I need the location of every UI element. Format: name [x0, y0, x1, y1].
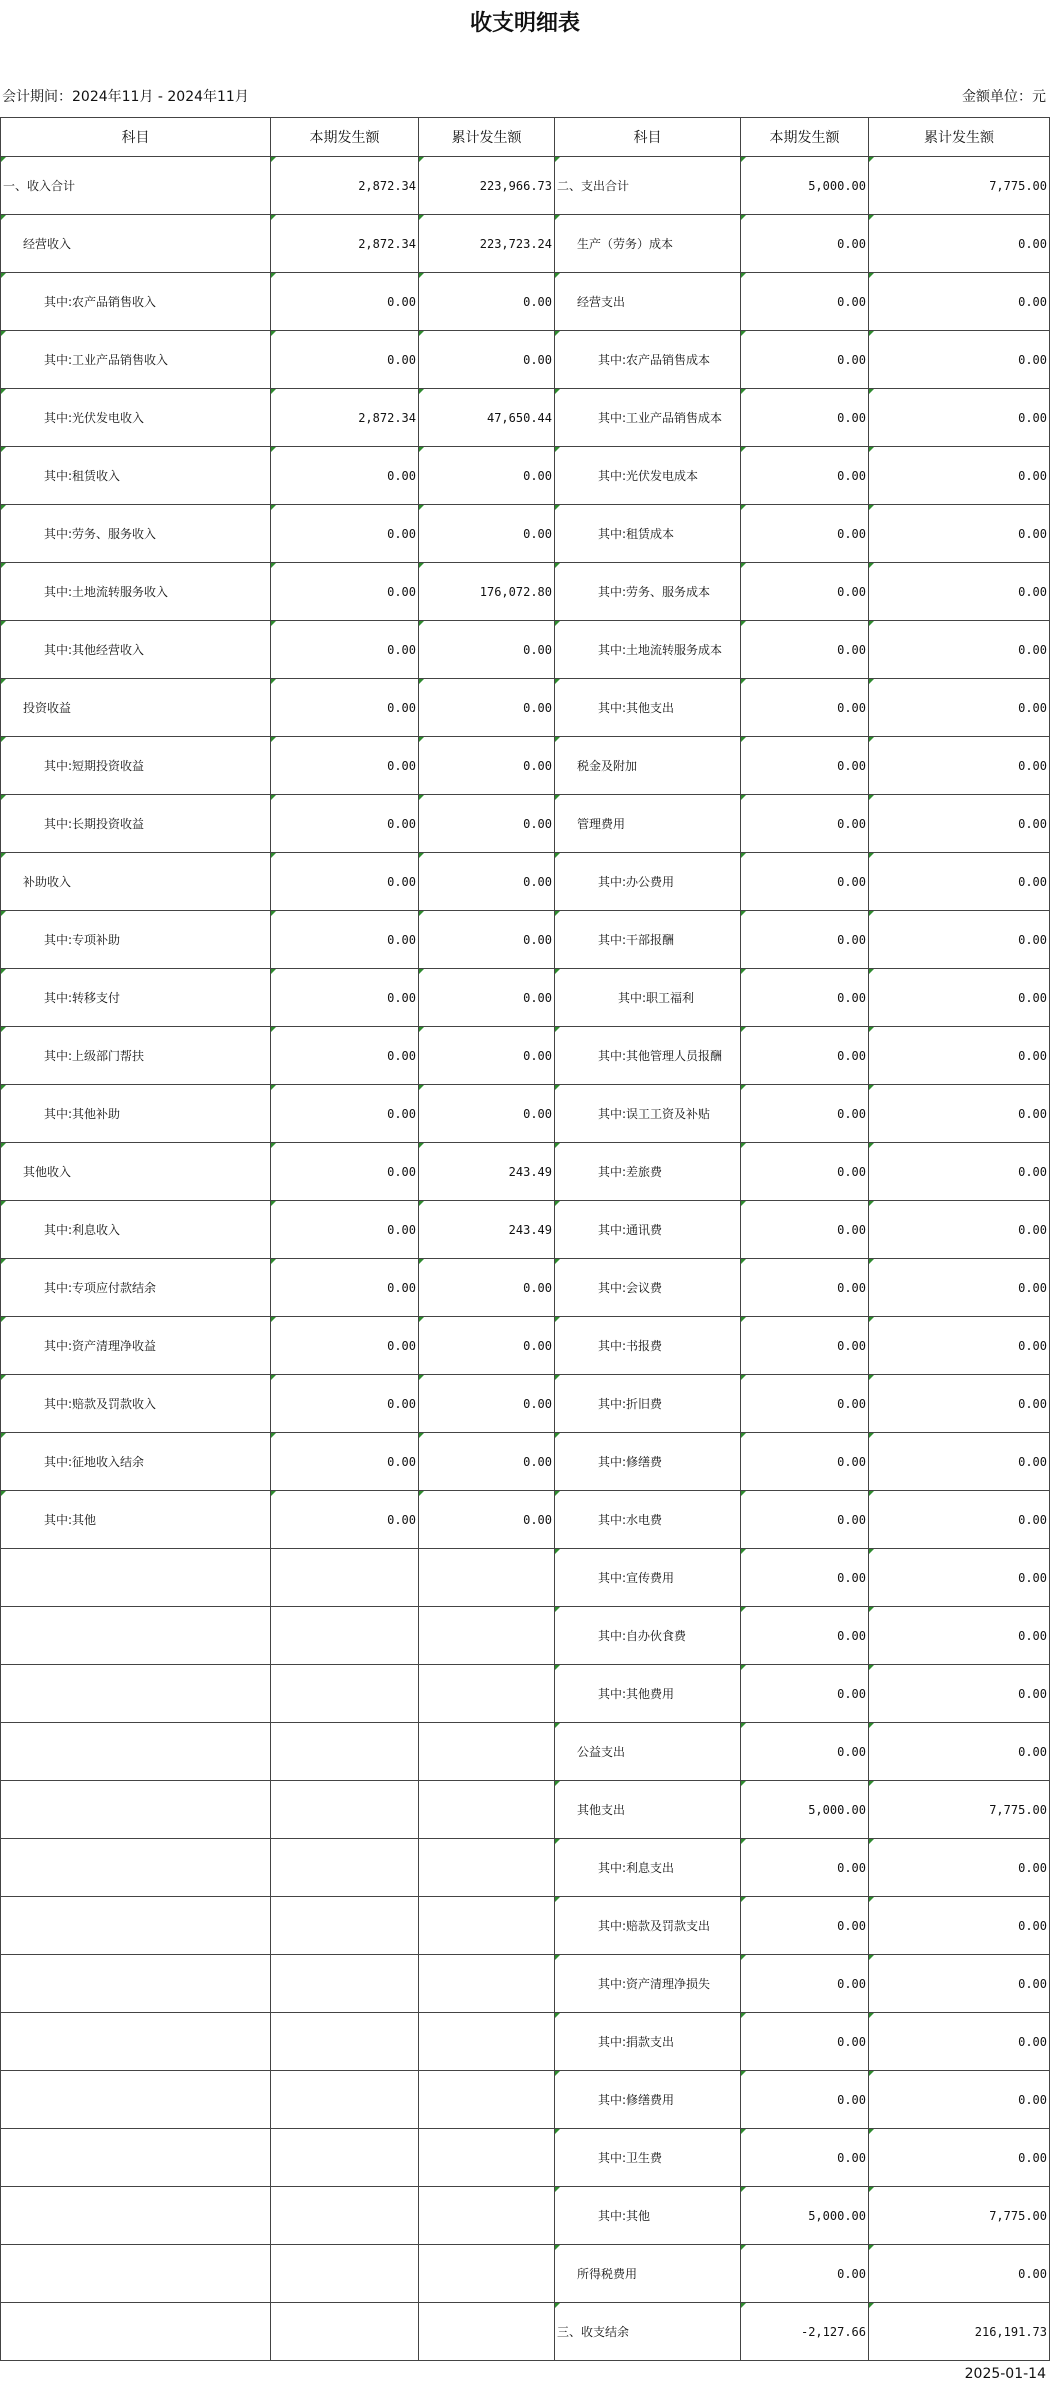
expense-subject-cell: 其中:卫生费 [555, 2129, 741, 2187]
expense-subject-cell: 经营支出 [555, 273, 741, 331]
expense-subject-cell: 其中:其他管理人员报酬 [555, 1027, 741, 1085]
income-cumulative-amount [419, 2187, 555, 2245]
income-cumulative-amount: 47,650.44 [419, 389, 555, 447]
income-cumulative-amount: 0.00 [419, 1085, 555, 1143]
income-subject-cell: 其中:租赁收入 [1, 447, 271, 505]
expense-current-amount: 0.00 [741, 1201, 869, 1259]
expense-cumulative-amount: 0.00 [869, 1665, 1050, 1723]
expense-cumulative-amount: 0.00 [869, 273, 1050, 331]
income-subject-cell [1, 1549, 271, 1607]
table-row [1, 853, 1050, 911]
income-current-amount: 0.00 [271, 911, 419, 969]
income-cumulative-amount: 0.00 [419, 1491, 555, 1549]
table-row [1, 1433, 1050, 1491]
income-subject-cell [1, 1665, 271, 1723]
expense-cumulative-amount: 0.00 [869, 2013, 1050, 2071]
table-row [1, 1665, 1050, 1723]
income-cumulative-amount: 0.00 [419, 1375, 555, 1433]
income-current-amount: 0.00 [271, 737, 419, 795]
expense-cumulative-amount: 7,775.00 [869, 1781, 1050, 1839]
income-current-amount [271, 1897, 419, 1955]
header-expense-current: 本期发生额 [741, 118, 869, 157]
expense-current-amount: 0.00 [741, 1317, 869, 1375]
table-row [1, 1839, 1050, 1897]
expense-cumulative-amount: 0.00 [869, 2129, 1050, 2187]
expense-subject-cell: 其中:其他费用 [555, 1665, 741, 1723]
income-subject-cell: 其中:转移支付 [1, 969, 271, 1027]
expense-cumulative-amount: 0.00 [869, 389, 1050, 447]
income-subject-cell [1, 1723, 271, 1781]
expense-cumulative-amount: 0.00 [869, 1317, 1050, 1375]
income-cumulative-amount: 0.00 [419, 1433, 555, 1491]
table-row [1, 389, 1050, 447]
expense-current-amount: 0.00 [741, 215, 869, 273]
expense-cumulative-amount: 216,191.73 [869, 2303, 1050, 2361]
expense-cumulative-amount: 0.00 [869, 563, 1050, 621]
table-row [1, 1549, 1050, 1607]
expense-current-amount: 0.00 [741, 911, 869, 969]
income-subject-cell: 补助收入 [1, 853, 271, 911]
expense-current-amount: 0.00 [741, 1433, 869, 1491]
header-expense-subject: 科目 [555, 118, 741, 157]
expense-subject-cell: 其中:捐款支出 [555, 2013, 741, 2071]
income-current-amount: 0.00 [271, 621, 419, 679]
expense-current-amount: -2,127.66 [741, 2303, 869, 2361]
expense-current-amount: 0.00 [741, 1549, 869, 1607]
income-cumulative-amount: 176,072.80 [419, 563, 555, 621]
expense-current-amount: 0.00 [741, 1375, 869, 1433]
expense-subject-cell: 二、支出合计 [555, 157, 741, 215]
income-cumulative-amount: 0.00 [419, 679, 555, 737]
income-subject-cell [1, 1897, 271, 1955]
header-income-current: 本期发生额 [271, 118, 419, 157]
income-current-amount [271, 1955, 419, 2013]
expense-subject-cell: 公益支出 [555, 1723, 741, 1781]
income-current-amount: 0.00 [271, 795, 419, 853]
expense-current-amount: 0.00 [741, 2071, 869, 2129]
expense-current-amount: 0.00 [741, 273, 869, 331]
expense-subject-cell: 其中:会议费 [555, 1259, 741, 1317]
expense-subject-cell: 其中:宣传费用 [555, 1549, 741, 1607]
expense-current-amount: 0.00 [741, 389, 869, 447]
expense-cumulative-amount: 0.00 [869, 447, 1050, 505]
expense-cumulative-amount: 0.00 [869, 969, 1050, 1027]
income-cumulative-amount: 0.00 [419, 795, 555, 853]
expense-subject-cell: 其中:劳务、服务成本 [555, 563, 741, 621]
expense-current-amount: 0.00 [741, 563, 869, 621]
income-cumulative-amount: 0.00 [419, 331, 555, 389]
income-current-amount: 0.00 [271, 1259, 419, 1317]
income-cumulative-amount [419, 1897, 555, 1955]
income-cumulative-amount: 0.00 [419, 969, 555, 1027]
expense-cumulative-amount: 0.00 [869, 1549, 1050, 1607]
expense-cumulative-amount: 0.00 [869, 621, 1050, 679]
expense-subject-cell: 税金及附加 [555, 737, 741, 795]
expense-cumulative-amount: 0.00 [869, 505, 1050, 563]
income-cumulative-amount [419, 1549, 555, 1607]
expense-cumulative-amount: 0.00 [869, 1897, 1050, 1955]
expense-cumulative-amount: 0.00 [869, 1201, 1050, 1259]
expense-current-amount: 0.00 [741, 737, 869, 795]
expense-cumulative-amount: 0.00 [869, 215, 1050, 273]
income-current-amount [271, 2187, 419, 2245]
report-title: 收支明细表 [469, 10, 580, 36]
income-cumulative-amount [419, 2303, 555, 2361]
expense-current-amount: 0.00 [741, 679, 869, 737]
income-cumulative-amount [419, 1839, 555, 1897]
table-row [1, 505, 1050, 563]
income-current-amount [271, 1549, 419, 1607]
expense-subject-cell: 其中:水电费 [555, 1491, 741, 1549]
income-expense-table [0, 117, 1050, 2361]
expense-subject-cell: 其中:利息支出 [555, 1839, 741, 1897]
income-current-amount: 0.00 [271, 563, 419, 621]
income-current-amount: 0.00 [271, 447, 419, 505]
income-subject-cell [1, 2187, 271, 2245]
income-current-amount: 2,872.34 [271, 157, 419, 215]
income-subject-cell: 其中:专项应付款结余 [1, 1259, 271, 1317]
expense-subject-cell: 其中:修缮费用 [555, 2071, 741, 2129]
expense-subject-cell: 其他支出 [555, 1781, 741, 1839]
table-row [1, 1375, 1050, 1433]
income-subject-cell [1, 1781, 271, 1839]
table-row [1, 2187, 1050, 2245]
table-row [1, 157, 1050, 215]
expense-current-amount: 0.00 [741, 795, 869, 853]
expense-current-amount: 5,000.00 [741, 157, 869, 215]
expense-current-amount: 0.00 [741, 447, 869, 505]
table-row [1, 1085, 1050, 1143]
expense-subject-cell: 其中:其他 [555, 2187, 741, 2245]
expense-cumulative-amount: 0.00 [869, 1375, 1050, 1433]
income-subject-cell [1, 2013, 271, 2071]
header-income-subject: 科目 [1, 118, 271, 157]
income-subject-cell: 其他收入 [1, 1143, 271, 1201]
income-cumulative-amount: 0.00 [419, 505, 555, 563]
income-cumulative-amount: 0.00 [419, 1317, 555, 1375]
income-current-amount: 0.00 [271, 853, 419, 911]
expense-cumulative-amount: 0.00 [869, 331, 1050, 389]
income-current-amount: 0.00 [271, 505, 419, 563]
income-current-amount [271, 2303, 419, 2361]
expense-current-amount: 0.00 [741, 621, 869, 679]
table-row [1, 1955, 1050, 2013]
table-row [1, 2071, 1050, 2129]
income-cumulative-amount [419, 1665, 555, 1723]
income-current-amount: 0.00 [271, 969, 419, 1027]
expense-subject-cell: 其中:差旅费 [555, 1143, 741, 1201]
income-current-amount: 2,872.34 [271, 389, 419, 447]
expense-subject-cell: 其中:职工福利 [555, 969, 741, 1027]
income-subject-cell: 其中:利息收入 [1, 1201, 271, 1259]
income-current-amount [271, 2129, 419, 2187]
income-subject-cell: 其中:工业产品销售收入 [1, 331, 271, 389]
expense-cumulative-amount: 0.00 [869, 853, 1050, 911]
income-current-amount [271, 2245, 419, 2303]
table-row [1, 447, 1050, 505]
table-row [1, 331, 1050, 389]
accounting-period: 会计期间：2024年11月 - 2024年11月 [2, 89, 249, 105]
expense-current-amount: 5,000.00 [741, 1781, 869, 1839]
income-cumulative-amount: 0.00 [419, 1027, 555, 1085]
table-row [1, 1201, 1050, 1259]
expense-current-amount: 0.00 [741, 1897, 869, 1955]
income-subject-cell: 其中:赔款及罚款收入 [1, 1375, 271, 1433]
income-cumulative-amount: 0.00 [419, 911, 555, 969]
income-current-amount [271, 1723, 419, 1781]
expense-subject-cell: 管理费用 [555, 795, 741, 853]
income-subject-cell: 一、收入合计 [1, 157, 271, 215]
income-cumulative-amount: 243.49 [419, 1143, 555, 1201]
income-current-amount: 0.00 [271, 1085, 419, 1143]
income-cumulative-amount: 0.00 [419, 1259, 555, 1317]
expense-current-amount: 0.00 [741, 1839, 869, 1897]
expense-subject-cell: 其中:办公费用 [555, 853, 741, 911]
table-row [1, 273, 1050, 331]
income-subject-cell [1, 1955, 271, 2013]
expense-subject-cell: 三、收支结余 [555, 2303, 741, 2361]
income-subject-cell: 其中:专项补助 [1, 911, 271, 969]
income-cumulative-amount: 0.00 [419, 621, 555, 679]
income-subject-cell: 其中:长期投资收益 [1, 795, 271, 853]
expense-cumulative-amount: 0.00 [869, 911, 1050, 969]
expense-subject-cell: 所得税费用 [555, 2245, 741, 2303]
table-row [1, 2245, 1050, 2303]
income-current-amount [271, 1665, 419, 1723]
expense-cumulative-amount: 7,775.00 [869, 2187, 1050, 2245]
income-subject-cell: 其中:其他经营收入 [1, 621, 271, 679]
table-row [1, 1607, 1050, 1665]
expense-cumulative-amount: 0.00 [869, 1955, 1050, 2013]
table-row [1, 1143, 1050, 1201]
income-current-amount [271, 2071, 419, 2129]
expense-current-amount: 0.00 [741, 1491, 869, 1549]
print-date: 2025-01-14 [964, 2366, 1046, 2382]
table-row [1, 2013, 1050, 2071]
table-row [1, 621, 1050, 679]
expense-cumulative-amount: 0.00 [869, 1491, 1050, 1549]
income-cumulative-amount: 223,966.73 [419, 157, 555, 215]
income-subject-cell: 其中:劳务、服务收入 [1, 505, 271, 563]
expense-cumulative-amount: 0.00 [869, 1143, 1050, 1201]
expense-subject-cell: 其中:赔款及罚款支出 [555, 1897, 741, 1955]
expense-current-amount: 0.00 [741, 1027, 869, 1085]
expense-cumulative-amount: 0.00 [869, 2245, 1050, 2303]
expense-cumulative-amount: 0.00 [869, 1839, 1050, 1897]
expense-current-amount: 0.00 [741, 1259, 869, 1317]
income-current-amount: 0.00 [271, 1317, 419, 1375]
expense-cumulative-amount: 0.00 [869, 1607, 1050, 1665]
expense-subject-cell: 其中:租赁成本 [555, 505, 741, 563]
expense-subject-cell: 其中:光伏发电成本 [555, 447, 741, 505]
expense-cumulative-amount: 0.00 [869, 1723, 1050, 1781]
income-subject-cell: 其中:资产清理净收益 [1, 1317, 271, 1375]
expense-current-amount: 5,000.00 [741, 2187, 869, 2245]
expense-cumulative-amount: 0.00 [869, 1027, 1050, 1085]
income-subject-cell: 其中:农产品销售收入 [1, 273, 271, 331]
expense-subject-cell: 其中:其他支出 [555, 679, 741, 737]
income-cumulative-amount: 0.00 [419, 273, 555, 331]
income-cumulative-amount [419, 1723, 555, 1781]
income-current-amount: 0.00 [271, 1433, 419, 1491]
income-subject-cell: 其中:短期投资收益 [1, 737, 271, 795]
income-cumulative-amount [419, 2071, 555, 2129]
expense-current-amount: 0.00 [741, 1723, 869, 1781]
income-cumulative-amount [419, 2129, 555, 2187]
table-header-row [1, 118, 1050, 157]
income-cumulative-amount [419, 1955, 555, 2013]
income-subject-cell: 其中:土地流转服务收入 [1, 563, 271, 621]
table-row [1, 911, 1050, 969]
expense-cumulative-amount: 0.00 [869, 737, 1050, 795]
expense-subject-cell: 其中:资产清理净损失 [555, 1955, 741, 2013]
income-current-amount: 0.00 [271, 1143, 419, 1201]
expense-current-amount: 0.00 [741, 2013, 869, 2071]
table-row [1, 1027, 1050, 1085]
header-income-cumulative: 累计发生额 [419, 118, 555, 157]
income-subject-cell: 投资收益 [1, 679, 271, 737]
income-current-amount: 0.00 [271, 1201, 419, 1259]
income-subject-cell [1, 1839, 271, 1897]
income-subject-cell [1, 2245, 271, 2303]
currency-unit: 金额单位：元 [962, 89, 1046, 105]
expense-subject-cell: 其中:土地流转服务成本 [555, 621, 741, 679]
expense-current-amount: 0.00 [741, 2129, 869, 2187]
income-subject-cell [1, 2071, 271, 2129]
expense-subject-cell: 其中:修缮费 [555, 1433, 741, 1491]
expense-subject-cell: 其中:书报费 [555, 1317, 741, 1375]
income-subject-cell [1, 1607, 271, 1665]
income-current-amount: 2,872.34 [271, 215, 419, 273]
expense-subject-cell: 其中:自办伙食费 [555, 1607, 741, 1665]
table-row [1, 1723, 1050, 1781]
income-current-amount [271, 1839, 419, 1897]
expense-subject-cell: 其中:干部报酬 [555, 911, 741, 969]
table-row [1, 1317, 1050, 1375]
income-current-amount: 0.00 [271, 273, 419, 331]
income-subject-cell [1, 2129, 271, 2187]
expense-current-amount: 0.00 [741, 331, 869, 389]
income-current-amount [271, 2013, 419, 2071]
expense-cumulative-amount: 0.00 [869, 2071, 1050, 2129]
expense-current-amount: 0.00 [741, 505, 869, 563]
expense-cumulative-amount: 7,775.00 [869, 157, 1050, 215]
expense-subject-cell: 其中:折旧费 [555, 1375, 741, 1433]
income-cumulative-amount [419, 1607, 555, 1665]
income-cumulative-amount: 0.00 [419, 447, 555, 505]
table-row [1, 1781, 1050, 1839]
income-cumulative-amount [419, 2245, 555, 2303]
expense-subject-cell: 生产（劳务）成本 [555, 215, 741, 273]
income-current-amount: 0.00 [271, 1027, 419, 1085]
income-current-amount: 0.00 [271, 331, 419, 389]
income-cumulative-amount: 0.00 [419, 853, 555, 911]
expense-current-amount: 0.00 [741, 853, 869, 911]
expense-subject-cell: 其中:农产品销售成本 [555, 331, 741, 389]
income-subject-cell: 其中:上级部门帮扶 [1, 1027, 271, 1085]
expense-cumulative-amount: 0.00 [869, 1085, 1050, 1143]
expense-cumulative-amount: 0.00 [869, 1433, 1050, 1491]
income-current-amount [271, 1781, 419, 1839]
table-row [1, 795, 1050, 853]
expense-current-amount: 0.00 [741, 1607, 869, 1665]
expense-current-amount: 0.00 [741, 1955, 869, 2013]
income-current-amount: 0.00 [271, 679, 419, 737]
expense-current-amount: 0.00 [741, 2245, 869, 2303]
table-row [1, 1491, 1050, 1549]
table-row [1, 215, 1050, 273]
expense-subject-cell: 其中:误工工资及补贴 [555, 1085, 741, 1143]
expense-current-amount: 0.00 [741, 1085, 869, 1143]
table-row [1, 969, 1050, 1027]
income-cumulative-amount [419, 2013, 555, 2071]
income-subject-cell: 经营收入 [1, 215, 271, 273]
income-cumulative-amount: 0.00 [419, 737, 555, 795]
table-row [1, 1897, 1050, 1955]
table-row [1, 2303, 1050, 2361]
expense-subject-cell: 其中:工业产品销售成本 [555, 389, 741, 447]
expense-current-amount: 0.00 [741, 1143, 869, 1201]
income-current-amount: 0.00 [271, 1491, 419, 1549]
income-cumulative-amount: 223,723.24 [419, 215, 555, 273]
table-row [1, 679, 1050, 737]
table-row [1, 737, 1050, 795]
table-row [1, 1259, 1050, 1317]
expense-cumulative-amount: 0.00 [869, 795, 1050, 853]
expense-current-amount: 0.00 [741, 969, 869, 1027]
expense-current-amount: 0.00 [741, 1665, 869, 1723]
income-cumulative-amount: 243.49 [419, 1201, 555, 1259]
income-current-amount [271, 1607, 419, 1665]
income-subject-cell: 其中:其他补助 [1, 1085, 271, 1143]
income-cumulative-amount [419, 1781, 555, 1839]
expense-cumulative-amount: 0.00 [869, 679, 1050, 737]
expense-subject-cell: 其中:通讯费 [555, 1201, 741, 1259]
income-subject-cell: 其中:其他 [1, 1491, 271, 1549]
table-row [1, 2129, 1050, 2187]
table-row [1, 563, 1050, 621]
header-expense-cumulative: 累计发生额 [869, 118, 1050, 157]
income-subject-cell: 其中:征地收入结余 [1, 1433, 271, 1491]
income-current-amount: 0.00 [271, 1375, 419, 1433]
expense-cumulative-amount: 0.00 [869, 1259, 1050, 1317]
income-subject-cell: 其中:光伏发电收入 [1, 389, 271, 447]
income-subject-cell [1, 2303, 271, 2361]
